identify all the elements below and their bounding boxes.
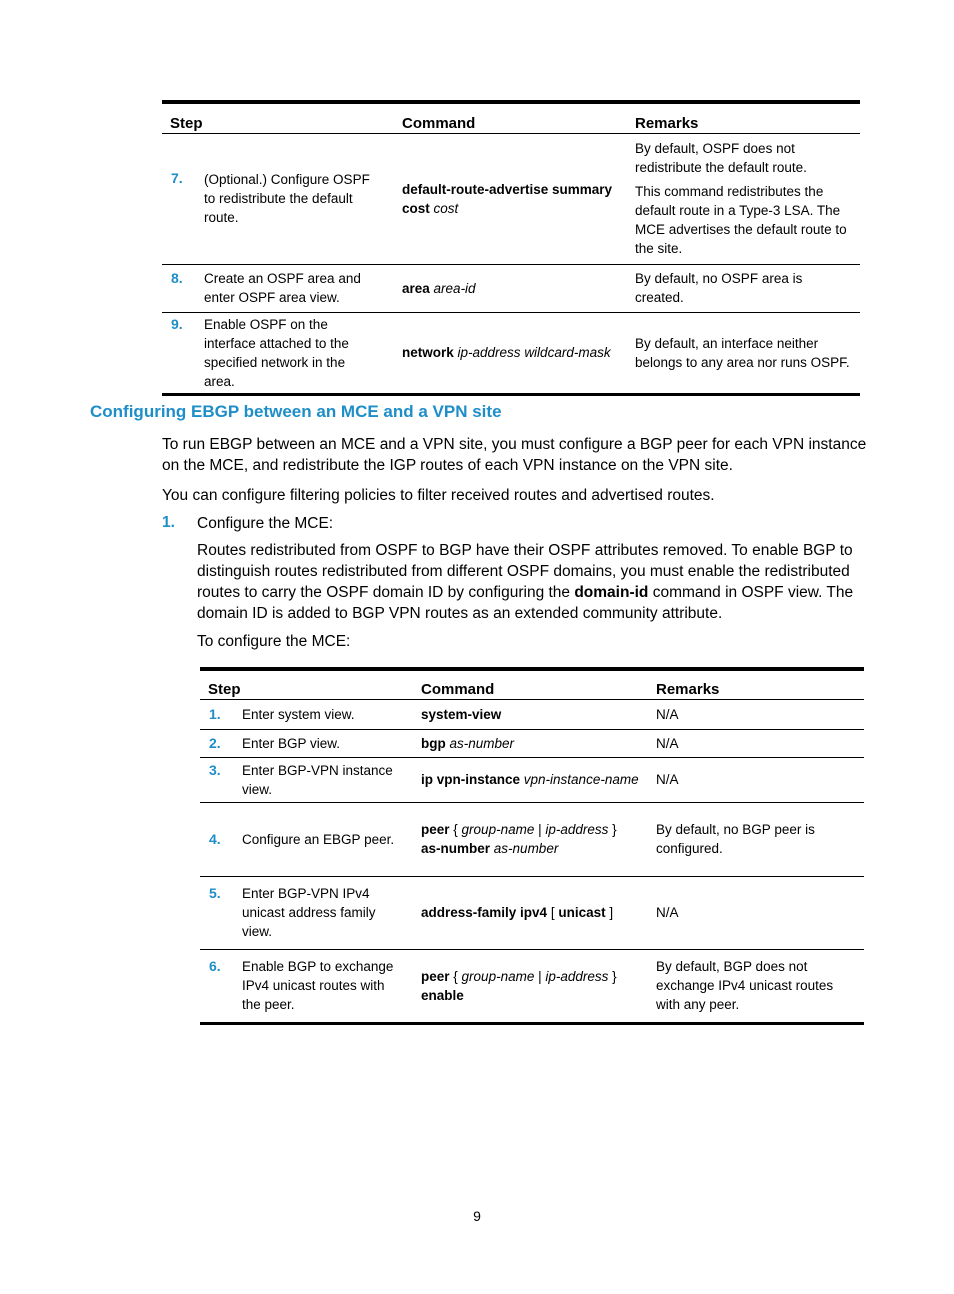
remark-text: N/A — [656, 706, 679, 722]
command-cell — [394, 264, 627, 312]
command-keyword: peer — [421, 822, 450, 837]
step-description: Enter BGP-VPN IPv4 unicast address family view. — [242, 886, 376, 939]
table-row — [162, 133, 860, 264]
body-paragraph: Routes redistributed from OSPF to BGP have their OSPF attributes removed. To enable BGP to distinguish routes redistributed from different OSPF domains, you must enable the redistributed routes to carry the OSPF domain ID by configuring the domain-id command in OSPF view. The domain ID is added to BGP VPN routes as an extended community attribute. — [197, 542, 854, 622]
remark-text: By default, OSPF does not redistribute the default route. — [635, 141, 807, 175]
step-description: Enter BGP view. — [242, 735, 341, 751]
remark-text: By default, BGP does not exchange IPv4 unicast routes with any peer. — [656, 959, 834, 1012]
command-cell — [394, 312, 627, 394]
inline-command: domain-id — [574, 584, 649, 601]
step-header: Step — [170, 114, 203, 132]
command-keyword: network — [402, 345, 454, 360]
remarks-header: Remarks — [656, 680, 720, 698]
step-description: (Optional.) Configure OSPF to redistribute the default route. — [204, 172, 370, 225]
step-number: 3. — [209, 761, 221, 778]
step-number: 2. — [209, 734, 221, 751]
command-cell — [394, 133, 627, 264]
table-row — [200, 949, 864, 1023]
command-keyword: area — [402, 280, 430, 296]
command-header: Command — [421, 680, 495, 698]
list-item-text: Configure the MCE: — [197, 515, 334, 532]
command-argument: group-name — [461, 822, 535, 837]
command-argument: ip-address wildcard-mask — [457, 345, 611, 360]
step-number: 4. — [209, 830, 221, 847]
command-argument: as-number — [493, 841, 559, 856]
step-description: Configure an EBGP peer. — [242, 831, 395, 847]
step-description: Enter BGP-VPN instance view. — [242, 762, 393, 797]
command-argument: cost — [433, 200, 459, 216]
command-keyword: unicast — [558, 905, 606, 920]
ospf-config-table — [162, 100, 860, 396]
step-header: Step — [208, 680, 241, 698]
command-keyword: default-route-advertise summary cost — [402, 181, 613, 216]
table-row — [200, 757, 864, 802]
command-cell: peer { group-name | ip-address } as-number as-number — [421, 822, 617, 856]
body-paragraph: To run EBGP between an MCE and a VPN site, you must configure a BGP peer for each VPN instance on the MCE, and redistribute the IGP routes of each VPN instance on the VPN site. — [162, 436, 867, 474]
command-argument: ip-address — [545, 968, 609, 984]
section-heading: Configuring EBGP between an MCE and a VPN site — [90, 402, 502, 421]
body-paragraph: To configure the MCE: — [197, 633, 351, 650]
mce-config-table — [200, 667, 864, 1025]
table-row — [200, 699, 864, 729]
remark-text: N/A — [656, 905, 679, 920]
command-argument: vpn-instance-name — [523, 772, 639, 787]
command-keyword: ip vpn-instance — [421, 772, 521, 787]
table-row — [162, 264, 860, 312]
remarks-header: Remarks — [635, 114, 699, 132]
command-keyword: peer — [421, 968, 450, 984]
page-number: 9 — [473, 1208, 481, 1224]
command-keyword: bgp — [421, 735, 446, 751]
command-cell: address-family ipv4 [ unicast ] — [421, 905, 614, 920]
step-description: Enable BGP to exchange IPv4 unicast routes with the peer. — [242, 959, 394, 1012]
command-argument: group-name — [461, 968, 535, 984]
command-cell — [413, 757, 648, 802]
command-keyword: address-family ipv4 — [421, 905, 548, 920]
step-description: Enter system view. — [242, 706, 355, 722]
command-cell — [413, 729, 648, 757]
command-keyword: system-view — [421, 706, 502, 722]
table-row — [200, 876, 864, 949]
table-row — [200, 729, 864, 757]
step-description: Create an OSPF area and enter OSPF area view. — [204, 271, 361, 305]
step-number: 7. — [171, 170, 183, 186]
step-number: 9. — [171, 315, 183, 332]
remarks-cell — [627, 133, 860, 264]
step-number: 6. — [209, 958, 221, 974]
step-description: Enable OSPF on the interface attached to the specified network in the area. — [204, 316, 349, 389]
command-keyword: enable — [421, 987, 464, 1003]
list-number: 1. — [162, 514, 175, 531]
remark-text: This command redistributes the default route in a Type-3 LSA. The MCE advertises the default route to the site. — [635, 184, 847, 256]
step-number: 1. — [209, 705, 221, 722]
remark-text: By default, no OSPF area is created. — [635, 271, 803, 305]
body-paragraph: You can configure filtering policies to filter received routes and advertised routes. — [162, 487, 715, 504]
remark-text: N/A — [656, 735, 679, 751]
command-keyword: as-number — [421, 841, 491, 856]
command-argument: as-number — [449, 735, 515, 751]
command-header: Command — [402, 114, 476, 132]
step-number: 5. — [209, 885, 221, 901]
remark-text: By default, no BGP peer is configured. — [656, 822, 815, 856]
remark-text: By default, an interface neither belongs to any area nor runs OSPF. — [635, 335, 850, 370]
table-row — [162, 312, 860, 394]
step-number: 8. — [171, 270, 183, 286]
command-cell — [413, 699, 648, 729]
command-argument: ip-address — [545, 822, 609, 837]
table-row — [200, 802, 864, 876]
remark-text: N/A — [656, 772, 679, 787]
command-argument: area-id — [433, 280, 476, 296]
command-cell: peer { group-name | ip-address } enable — [421, 968, 617, 1003]
